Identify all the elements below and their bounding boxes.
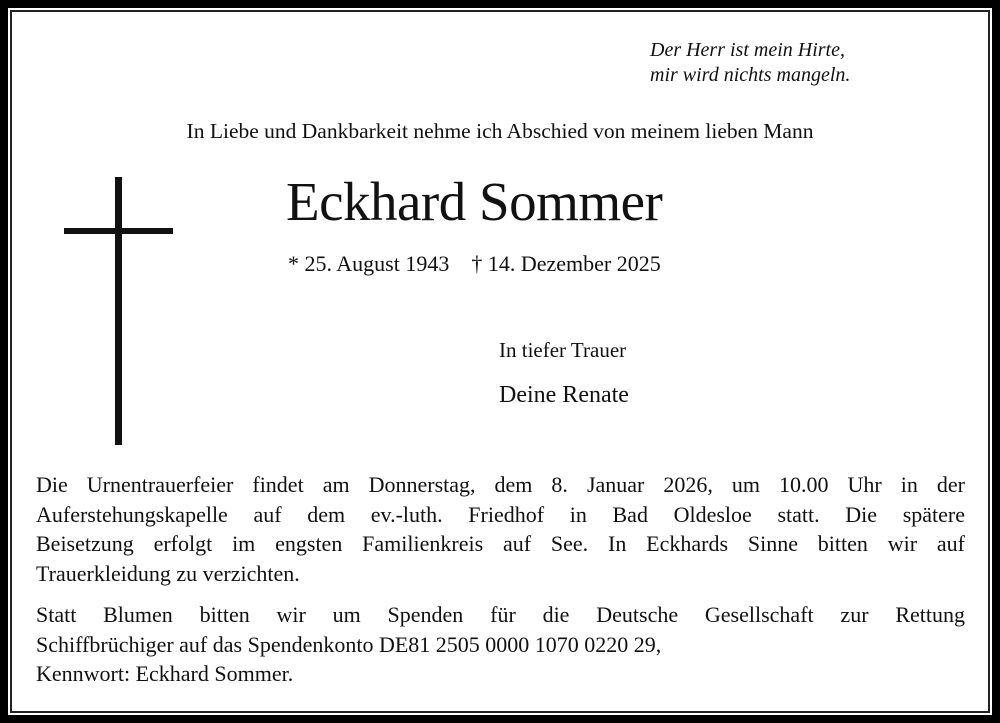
paragraph-line: Trauerkleidung zu verzichten.: [36, 560, 300, 586]
cross-icon-bar: [64, 228, 173, 234]
intro-text: In Liebe und Dankbarkeit nehme ich Abschied von meinem lieben Mann: [186, 119, 814, 143]
paragraph-line: Statt Blumen bitten wir um Spenden für die Deutsche Gesellschaft zur Rettung: [36, 602, 965, 627]
paragraph-line: Auferstehungskapelle auf dem ev.-luth. Friedhof in Bad Oldesloe statt. Die spätere: [36, 501, 965, 527]
paragraph-line: Kennwort: Eckhard Sommer.: [36, 661, 294, 686]
bible-verse-line: Der Herr ist mein Hirte,: [650, 39, 845, 61]
mourning-phrase: In tiefer Trauer: [499, 338, 627, 362]
death-date: † 14. Dezember 2025: [471, 251, 661, 276]
paragraph-line: Schiffbrüchiger auf das Spendenkonto DE81 2505 0000 1070 0220 29,: [36, 631, 662, 657]
signer-name: Deine Renate: [499, 382, 629, 408]
birth-date: * 25. August 1943: [288, 251, 450, 276]
paragraph-line: Die Urnentrauerfeier findet am Donnerstag, dem 8. Januar 2026, um 10.00 Uhr in der: [36, 472, 965, 497]
life-dates: [288, 251, 661, 277]
cross-icon: [115, 177, 122, 445]
ceremony-paragraph: [36, 470, 965, 588]
deceased-name: Eckhard Sommer: [286, 171, 663, 232]
bible-verse: [650, 38, 850, 88]
paragraph-line: Beisetzung erfolgt im engsten Familienkreis auf See. In Eckhards Sinne bitten wir auf: [36, 531, 965, 556]
donation-paragraph: [36, 600, 965, 689]
bible-verse-line: mir wird nichts mangeln.: [650, 64, 851, 86]
